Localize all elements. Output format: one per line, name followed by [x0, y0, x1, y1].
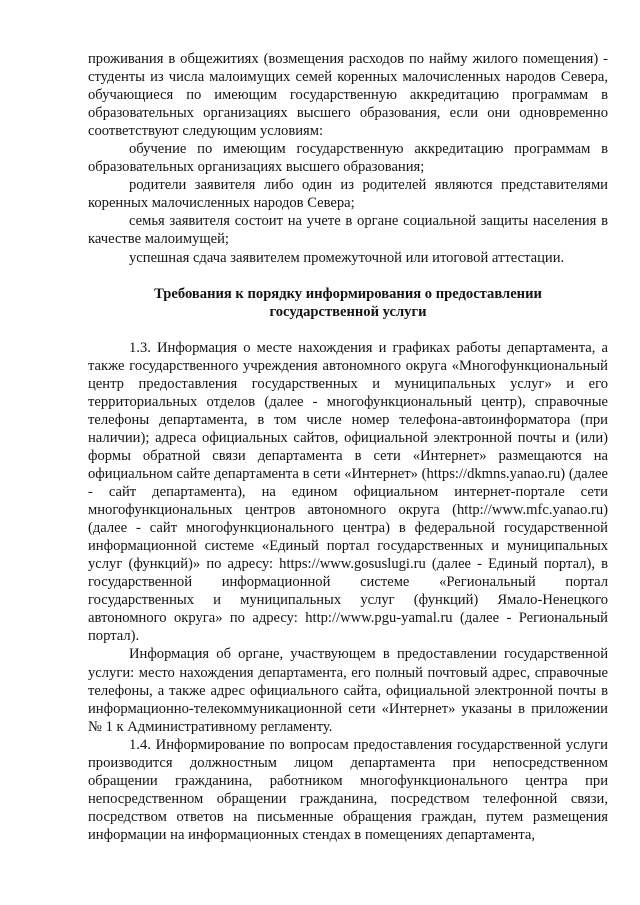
paragraph-condition-education: обучение по имеющим государственную аккредитацию программам в образовательных организациях высшего образования;: [88, 141, 608, 176]
section-heading-line-1: Требования к порядку информирования о предоставлении: [154, 285, 542, 302]
spacer: [88, 267, 608, 285]
section-heading: [88, 285, 608, 321]
paragraph-participating-body: Информация об органе, участвующем в предоставлении государственной услуги: место нахождения департамента, его полный почтовый адрес, справочные телефоны, а также адрес официального сайта, официальной электронной почты в информационно-телекоммуникационной сети «Интернет» указаны в приложении № 1 к Административному регламенту.: [88, 646, 608, 735]
section-heading-line-2: государственной услуги: [269, 303, 427, 320]
paragraph-condition-family: семья заявителя состоит на учете в органе социальной защиты населения в качестве малоимущей;: [88, 213, 608, 248]
paragraph-condition-attestation: успешная сдача заявителем промежуточной или итоговой аттестации.: [129, 249, 565, 266]
paragraph-1-4-informing: 1.4. Информирование по вопросам предоставления государственной услуги производится должностным лицом департамента при непосредственном обращении гражданина, работником многофункционального центра при непосредственном обращении гражданина, посредством телефонной связи, посредством ответов на письменные обращения граждан, путем размещения информации на информационных стендах в помещениях департамента,: [88, 736, 608, 843]
spacer: [88, 321, 608, 339]
paragraph-residence-conditions: проживания в общежитиях (возмещения расходов по найму жилого помещения) - студенты из числа малоимущих семей коренных малочисленных народов Севера, обучающиеся по имеющим государственную аккредитацию программам в образовательных организациях высшего образования, если они одновременно соответствуют следующим условиям:: [88, 51, 608, 140]
document-page: [88, 50, 608, 844]
paragraph-condition-parents: родители заявителя либо один из родителей являются представителями коренных малочисленных народов Севера;: [88, 177, 608, 212]
paragraph-1-3-information-location: 1.3. Информация о месте нахождения и графиках работы департамента, а также государственного учреждения автономного округа «Многофункциональный центр предоставления государственных и муниципальных услуг» и его территориальных отделов (далее - многофункциональный центр), справочные телефоны департамента, в том числе номер телефона-автоинформатора (при наличии); адреса официальных сайтов, официальной электронной почты и (или) формы обратной связи департамента в сети «Интернет» размещаются на официальном сайте департамента в сети «Интернет» (https://dkmns.yanao.ru) (далее - сайт департамента), на едином официальном интернет-портале сети многофункциональных центров автономного округа (http://www.mfc.yanao.ru) (далее - сайт многофункционального центра) в федеральной государственной информационной системе «Единый портал государственных и муниципальных услуг (функций)» по адресу: https://www.gosuslugi.ru (далее - Единый портал), в государственной информационной системе «Региональный портал государственных и муниципальных услуг (функций) Ямало-Ненецкого автономного округа» по адресу: http://www.pgu-yamal.ru (далее - Региональный портал).: [88, 339, 608, 645]
